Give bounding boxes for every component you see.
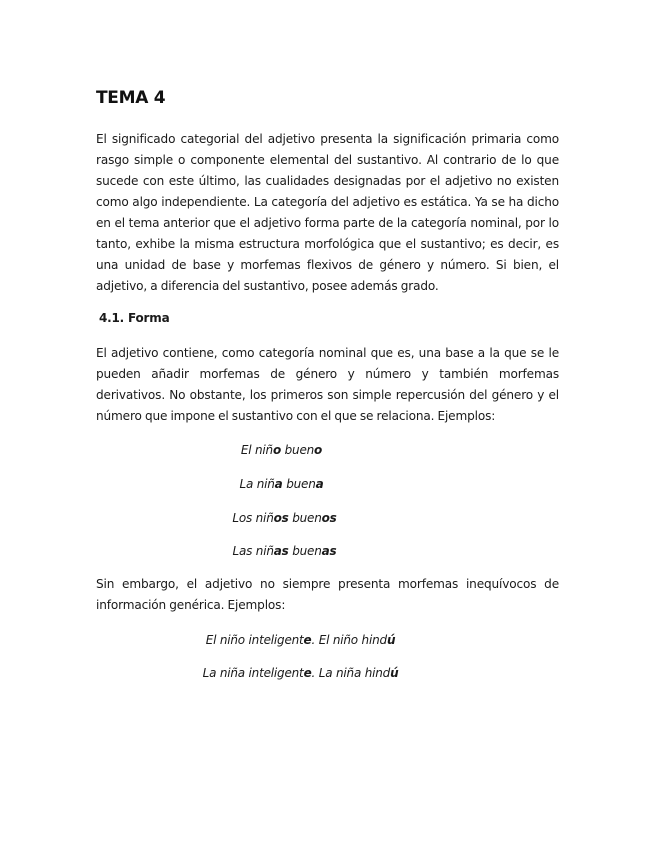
page-title: TEMA 4 [96,88,166,108]
generic-info-paragraph: Sin embargo, el adjetivo no siempre presenta morfemas inequívocos de información genérica. Ejemplos: [96,577,559,612]
example-line: La niña buena [239,477,324,491]
form-paragraph: El adjetivo contiene, como categoría nominal que es, una base a la que se le pueden añadir morfemas de género y número y también morfemas derivativos. No obstante, los primeros son simple repercusión del género y el número que impone el sustantivo con el que se relaciona. Ejemplos: [96,346,559,423]
example-line: El niño inteligente. El niño hindú [205,633,396,647]
example-line: Los niños buenos [232,511,337,525]
example-line: Las niñas buenas [232,544,337,558]
example-line: El niño bueno [240,443,323,457]
intro-paragraph: El significado categorial del adjetivo presenta la significación primaria como rasgo simple o componente elemental del sustantivo. Al contrario de lo que sucede con este último, las cualidades designadas por el adjetivo no existen como algo independiente. La categoría del adjetivo es estática. Ya se ha dicho en el tema anterior que el adjetivo forma parte de la categoría nominal, por lo tanto, exhibe la misma estructura morfológica que el sustantivo; es decir, es una unidad de base y morfemas flexivos de género y número. Si bien, el adjetivo, a diferencia del sustantivo, posee además grado. [96,132,559,293]
section-heading: 4.1. Forma [99,311,170,325]
example-line: La niña inteligente. La niña hindú [202,666,399,680]
